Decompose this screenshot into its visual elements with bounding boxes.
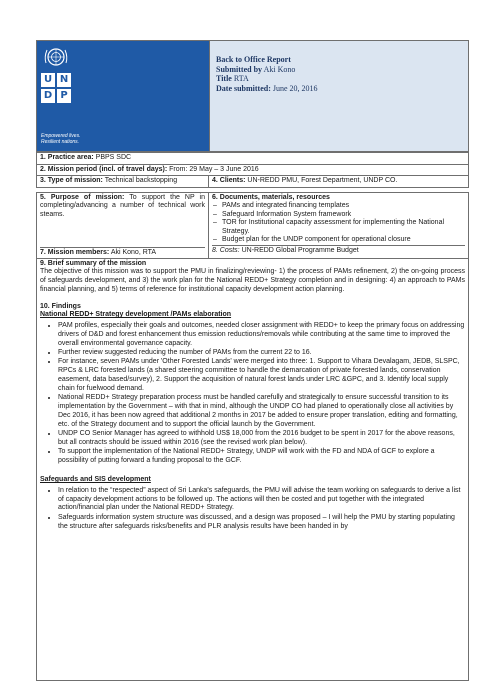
- mission-costs: 8. Costs: UN-REDD Global Programme Budget: [212, 245, 465, 256]
- list-item: • To support the implementation of the National REDD+ Strategy, UNDP will work with the FD and NDA of GCF to explore a possibility of putting forward a funding proposal to the GCF.: [58, 448, 465, 466]
- tagline-line: Empowered lives.: [41, 133, 81, 139]
- report-title: Back to Office Report: [216, 55, 291, 64]
- logo-letter: U: [41, 73, 55, 87]
- list-item: • National REDD+ Strategy preparation process must be handled carefully and strategically to ensure successful transition to its implementation by the Government – with that in mind, although the UNDP CO had planed to operationally close all activities by Dec 2016, it has been now agreed that additional 2 months in 2017 be added to ensure proper translation, editing and formatting, etc. of the Strategy document and to support the official launch by the Government.: [58, 394, 465, 429]
- list-item: • PAM profiles, especially their goals and outcomes, needed closer assignment with REDD+ to keep the primary focus on addressing drivers of D&D and forest enhancement thus emission reductions/removals while contributing at the same time to improved the overall environmental governance capacity.: [58, 322, 465, 348]
- list-item: – TOR for Institutional capacity assessment for implementing the National Strategy.: [222, 219, 465, 236]
- mission-members: 7. Mission members: Aki Kono, RTA: [40, 247, 205, 258]
- undp-logo-panel: [37, 41, 210, 151]
- documents-cell: 6. Documents, materials, resources – PAMs and integrated financing templates – Safeguard Information System framework – TOR for Institutional capacity assessment for implementing the National Strategy. – Budget plan for the UNDP component for operational closure 8. Costs: UN-REDD Global Programme Budget: [209, 192, 469, 258]
- mission-period-row: 2. Mission period (incl. of travel days): From: 29 May – 3 June 2016: [37, 164, 469, 176]
- strategy-findings-list: [40, 322, 465, 465]
- clients-cell: 4. Clients: UN-REDD PMU, Forest Department, UNDP CO.: [209, 176, 469, 188]
- report-header: [36, 40, 469, 152]
- type-clients-row: [37, 176, 469, 188]
- author-title: Title RTA: [216, 74, 249, 83]
- list-item: – Budget plan for the UNDP component for operational closure: [222, 236, 465, 245]
- report-meta: [210, 41, 468, 151]
- summary-findings-row: [37, 258, 469, 680]
- report-page: [36, 40, 469, 681]
- list-item: • Safeguards information system structure was discussed, and a design was proposed – I will help the PMU by starting populating the structure after safeguards risks/benefits and PLR analysis results have been handed in by: [58, 514, 465, 532]
- logo-letter: D: [41, 89, 55, 103]
- mission-details-table: [36, 152, 469, 681]
- list-item: • UNDP CO Senior Manager has agreed to withhold US$ 18,000 from the 2016 budget to be spent in 2017 for the above reasons, but all contracts should be issued within 2016 (see the revised work plan below).: [58, 430, 465, 448]
- findings-heading: 10. Findings: [40, 302, 81, 310]
- purpose-cell: 5. Purpose of mission: To support the NP in completing/advancing a number of technical work steams. 7. Mission members: Aki Kono, RTA: [37, 192, 209, 258]
- list-item: • Further review suggested reducing the number of PAMs from the current 22 to 16.: [58, 349, 465, 358]
- undp-wordmark: [41, 73, 71, 103]
- documents-list: [212, 202, 465, 245]
- list-item: – PAMs and integrated financing templates: [222, 202, 465, 211]
- logo-letter: N: [57, 73, 71, 87]
- strategy-subheading: National REDD+ Strategy development /PAMs elaboration: [40, 311, 232, 319]
- list-item: – Safeguard Information System framework: [222, 211, 465, 220]
- summary-text: The objective of this mission was to support the PMU in finalizing/reviewing- 1) the process of PAMs refinement, 2) the on-going process of safeguards development, and 3) the work plan for the National REDD+ Strategy completion and in designing: 4) an approach to PAMs financial planning, and 5) terms of reference for institutional capacity development action planning.: [40, 268, 465, 293]
- safeguards-subheading: Safeguards and SIS development: [40, 476, 151, 484]
- submitted-by: Submitted by Aki Kono: [216, 64, 296, 74]
- logo-letter: P: [57, 89, 71, 103]
- purpose-docs-row: [37, 192, 469, 258]
- summary-heading: 9. Brief summary of the mission: [40, 259, 147, 267]
- list-item: • For instance, seven PAMs under 'Other Forested Lands' were merged into three: 1. Support to Vihara Devalagam, JEDB, SLSPC, RPCs & LRC forested lands (a shared steering committee to handle the demarcation of private forested lands, conservation easement, data based/survey), 2. Support the acquisition of natural forest lands under LRC &GPC, and 3. Identify local supply chain for fuelwood demand.: [58, 358, 465, 393]
- un-emblem-icon: [41, 45, 71, 69]
- tagline-line: Resilient nations.: [41, 139, 80, 145]
- date-submitted: Date submitted: June 20, 2016: [216, 83, 318, 93]
- logo-tagline: [41, 133, 81, 145]
- list-item: • In relation to the “respected” aspect of Sri Lanka's safeguards, the PMU will advise the team working on safeguards to derive a list of capacity development actions to be followed up. The actions will then be costed and put together with the integrated action/financial plan under the National REDD+ Strategy.: [58, 487, 465, 513]
- practice-area-row: 1. Practice area: PBPS SDC: [37, 153, 469, 165]
- safeguards-findings-list: [40, 487, 465, 531]
- mission-type-cell: 3. Type of mission: Technical backstopping: [37, 176, 209, 188]
